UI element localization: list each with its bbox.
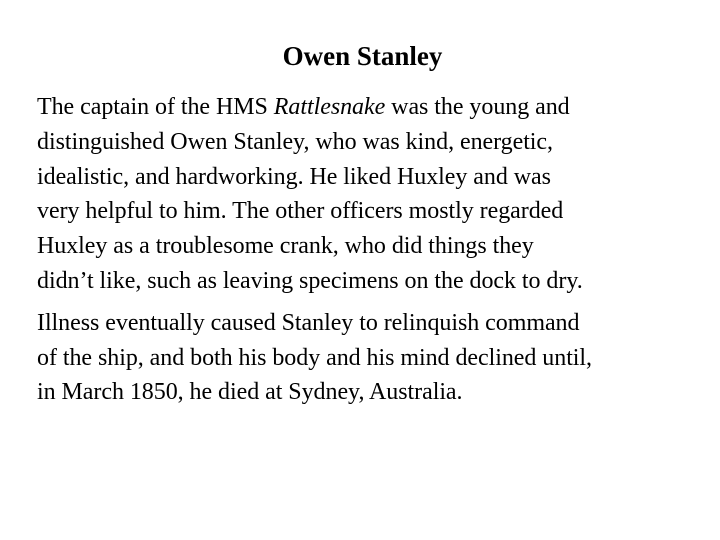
text-line: didn’t like, such as leaving specimens on the dock to dry. [37,267,583,294]
text-line: Huxley as a troublesome crank, who did things they [37,233,534,260]
text-line: of the ship, and both his body and his mind declined until, [37,344,592,371]
text-run: was the young and [385,94,570,120]
text-line: idealistic, and hardworking. He liked Huxley and was [37,163,551,190]
text-line: distinguished Owen Stanley, who was kind, energetic, [37,128,553,155]
slide-body [37,90,707,410]
text-line: very helpful to him. The other officers mostly regarded [37,198,564,225]
paragraph-captain [37,90,707,299]
text-run: The captain of the HMS [37,94,274,120]
text-line: in March 1850, he died at Sydney, Australia. [37,379,463,406]
ship-name-italic: Rattlesnake [273,94,386,120]
paragraph-illness [37,306,707,410]
text-line [37,90,707,125]
text-line: Illness eventually caused Stanley to relinquish command [37,309,580,336]
slide-title: Owen Stanley [282,41,443,71]
